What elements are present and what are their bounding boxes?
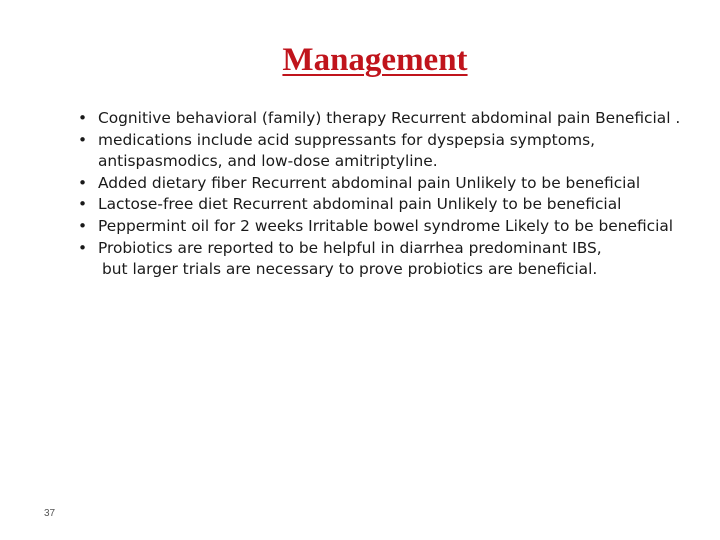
bullet-list: [78, 108, 688, 281]
list-item: [78, 238, 688, 281]
list-item: [78, 130, 688, 173]
bullet-continuation-text: but larger trials are necessary to prove probiotics are beneficial.: [102, 260, 598, 279]
bullet-text: Lactose-free diet Recurrent abdominal pain Unlikely to be beneficial: [98, 195, 622, 214]
bullet-text: Added dietary fiber Recurrent abdominal pain Unlikely to be beneficial: [98, 173, 641, 192]
bullet-text: Probiotics are reported to be helpful in diarrhea predominant IBS,: [98, 238, 602, 257]
list-item: [78, 108, 688, 130]
bullet-dot-icon: •: [78, 195, 88, 214]
bullet-dot-icon: •: [78, 238, 88, 257]
bullet-dot-icon: •: [78, 130, 88, 149]
list-item: [78, 216, 688, 238]
list-item: [78, 173, 688, 195]
bullet-text: Peppermint oil for 2 weeks Irritable bowel syndrome Likely to be beneficial: [98, 216, 674, 235]
list-item: [78, 194, 688, 216]
bullet-text: Cognitive behavioral (family) therapy Recurrent abdominal pain Beneficial .: [98, 109, 681, 127]
bullet-text: medications include acid suppressants for dyspepsia symptoms, antispasmodics, and low-dose amitriptyline.: [98, 130, 596, 171]
slide-number: 37: [44, 508, 56, 519]
bullet-dot-icon: •: [78, 109, 88, 127]
slide-title: Management: [282, 42, 468, 78]
bullet-dot-icon: •: [78, 216, 88, 235]
bullet-dot-icon: •: [78, 173, 88, 192]
